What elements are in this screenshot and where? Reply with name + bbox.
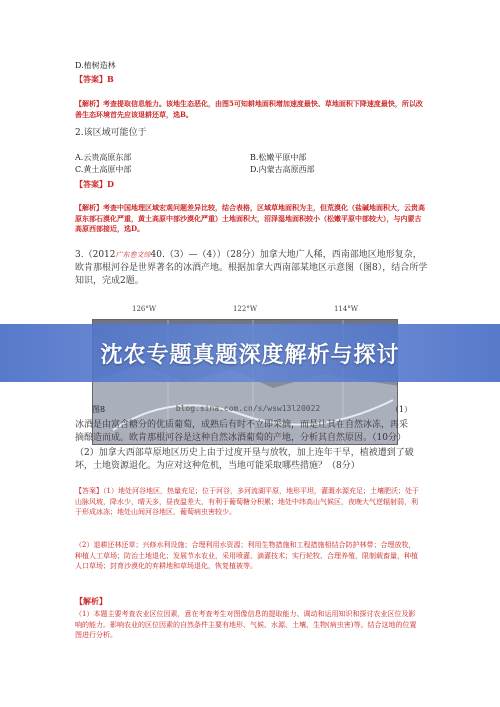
q3-analysis: （1）本题主要考查农业区位因素，意在考查考生对图像信息的提取能力、调动和运用知识和探讨农业区位及影响的能力。影响农业的区位因素的自然条件主要有地形、气候、水源、土壤、生物(病虫害)等。结合这地的位置图进行分析。: [75, 610, 417, 639]
figure-label: 图8: [92, 405, 106, 414]
question-2-stem: 2.该区域可能位于: [75, 128, 147, 138]
q3-answer-2: （2）退耕还林还草；兴修水利设施；合理利用水资源；利用生物措施和工程措施相结合防护林带；合理放牧，种植人工草场；防治土地退化；发展节水农业，采用喷灌、滴灌技术；实行轮牧、合理养殖，限制载畜量，种植人口草场；封育沙漠化的弃耕地和草场退化，恢复植被等。: [75, 541, 418, 570]
option-a: A.云贵高原东部: [75, 153, 132, 162]
lon-label-2: 122°W: [232, 305, 258, 313]
figure-caption-row: [92, 404, 412, 415]
sub-question-1: 冰酒是由富含糖分的优质葡萄，成熟后有时不立即采摘，而是让其在自然冰冻，再采摘酿造而成。欧肯那根河谷是这种自然冰酒葡萄的产地，分析其自然原因。（10分）: [75, 420, 409, 443]
question-3-stem: [75, 249, 430, 288]
q3-analysis-label: 【解析】: [75, 596, 107, 606]
title-banner: [0, 324, 500, 382]
option-d: D.内蒙古高原西部: [250, 164, 315, 174]
option-d-top: D.植树造林: [75, 61, 116, 70]
q3-stem-rest: 40.（3）—（4））（28分）加拿大地广人稀，西南部地区地形复杂，欧肯那根河谷是世界著名的冰酒产地。根据加拿大西南部某地区示意图（图8），结合所学知识，完成2题。: [75, 250, 428, 286]
map-longitude-labels: [92, 305, 398, 319]
sub1-number: （1）: [390, 405, 412, 414]
option-b: B.松嫩平原中部: [250, 153, 307, 162]
q3-prefix: 3.（2012: [75, 250, 116, 260]
option-c: C.黄土高原中部: [75, 164, 132, 174]
sub-question-2: （2）加拿大西部草原地区历史上由于过度开垦与放牧，加上连年干旱，植被遭到了破坏，土地资源退化。为应对这种危机，当地可能采取哪些措施？（8分）: [75, 448, 414, 471]
banner-title: 沈农专题真题深度解析与探讨: [100, 342, 400, 368]
lon-label-3: 114°W: [333, 305, 358, 313]
lon-label-1: 126°W: [132, 305, 157, 313]
analysis-1: 【解析】考查提取信息能力。该地生态恶化，由图5可知耕地面积增加速度最快、草地面积下降速度最快，所以改善生态环境首先应该退耕还草，选B。: [75, 99, 423, 119]
q3-source: 广东卷文综: [115, 251, 151, 259]
answer-label-1: 【答案】B: [75, 74, 114, 84]
answer-label-2: 【答案】D: [75, 179, 114, 189]
analysis-2: 【解析】考查中国地理区域宏观问题差异比较，结合表格，区域草地面积为主，但荒漠化（盐碱地面积大，云贵高原东部石漠化严重，黄土高原中部沙漠化严重）土地面积大，沼泽湿地面积较小（松嫩平原中部较大），与内蒙古高原西部接近，选D。: [75, 203, 425, 233]
figure-caption: blog.sina.com.cn/s/wsw13l20022: [175, 404, 321, 413]
question-2-options: [75, 152, 425, 175]
q3-answer: 【答案】（1）地处河谷地区，热量充足；位于河谷，多河流湖平原，地形平坦，灌溉水源充足；土壤肥沃；处于山脉风坡，降水少，晴天多，昼夜温差大，有利于葡萄糖分积累；地处中纬高山气候区，夜晚大气逆辐射弱，利于形成冰冻；地处山间河谷地区，葡萄病虫害较少。: [75, 487, 419, 516]
